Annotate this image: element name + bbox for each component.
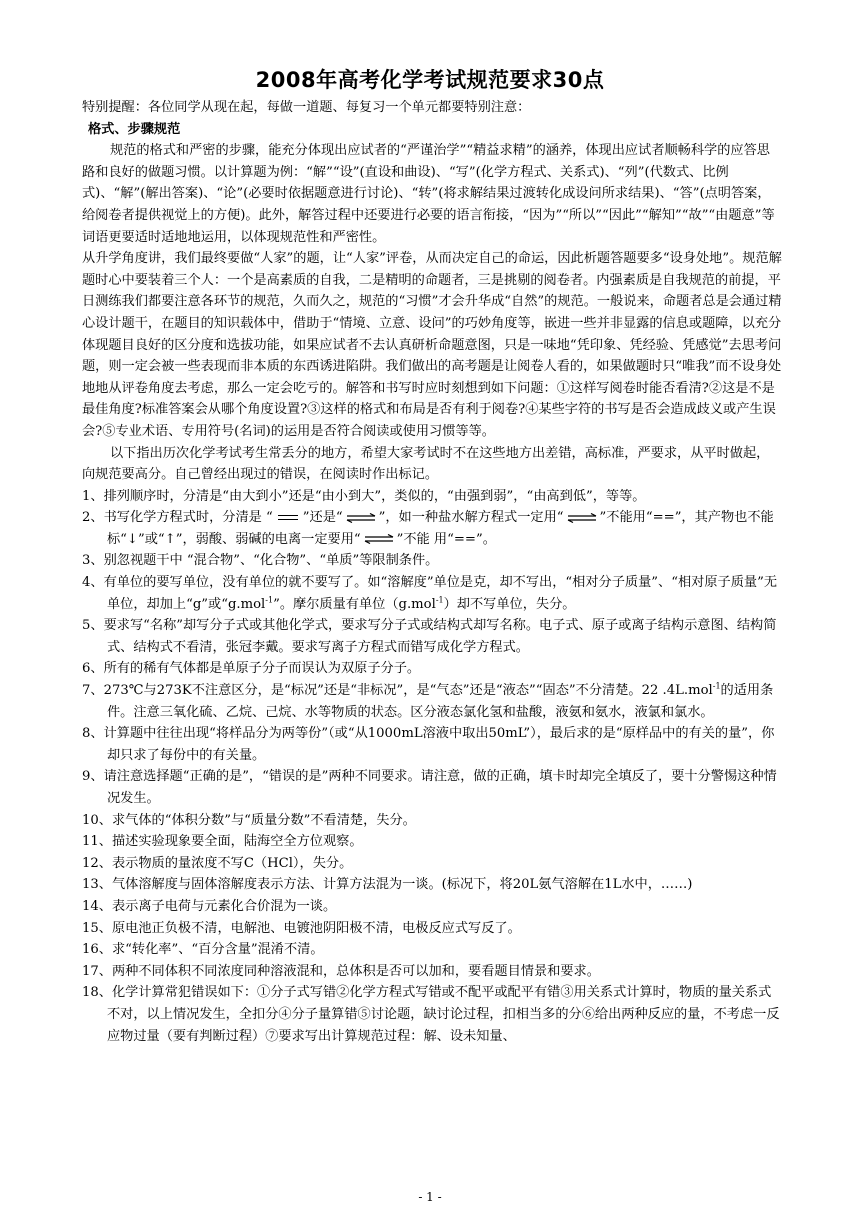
paragraph-format: 规范的格式和严密的步骤，能充分体现出应试者的“严谨治学”“精益求精”的涵养，体现出应试者顺畅科学的应答思路和良好的做题习惯。以计算题为例：“解”“设”(直设和曲设)、“写”(化学方程式、关系式)、“列”(代数式、比例式)、“解”(解出答案)、“论”(必要时依据题意进行讨论)、“转”(将求解结果过渡转化成设问所求结果)、“答”(点明答案，给阅卷者提供视觉上的方便)。此外，解答过程中还要进行必要的语言衔接，“因为”“所以”“因此”“解知”“故”“由题意”等词语更要适时适地地运用，以体现规范性和严密性。	[82, 143, 775, 245]
document-body	[82, 97, 782, 1047]
list-item-9: 9、请注意选择题“正确的是”，“错误的是”两种不同要求。请注意，做的正确，填卡时却完全填反了，要十分警惕这种情况发生。	[82, 769, 777, 806]
reversible-arrow-icon	[566, 513, 598, 523]
list-item-11: 11、描述实验现象要全面，陆海空全方位观察。	[82, 834, 363, 850]
list-item-10: 10、求气体的“体积分数”与“质量分数”不看清楚，失分。	[82, 812, 416, 828]
list-item-5: 5、要求写“名称”却写分子式或其他化学式，要求写分子式或结构式却写名称。电子式、原子或离子结构示意图、结构简式、结构式不看清，张冠李戴。要求写离子方程式而错写成化学方程式。	[82, 618, 777, 655]
list-item-8: 8、计算题中往往出现“将样品分为两等份”（或“从1000mL溶液中取出50mL”），最后求的是“原样品中的有关的量”，你却只求了每份中的有关量。	[82, 726, 775, 763]
paragraph-intro-list: 以下指出历次化学考试考生常丢分的地方，希望大家考试时不在这些地方出差错，高标准，严要求，从平时做起，向规范要高分。自己曾经出现过的错误，在阅读时作出标记。	[82, 445, 770, 483]
paragraph-perspective: 从升学角度讲，我们最终要做“人家”的题，让“人家”评卷，从而决定自己的命运，因此析题答题要多“设身处地”。规范解题时心中要装着三个人：一个是高素质的自我，二是精明的命题者，三是挑剔的阅卷者。内强素质是自我规范的前提，平日测练我们都要注意各环节的规范，久而久之，规范的“习惯”才会升华成“自然”的规范。一般说来，命题者总是会通过精心设计题干，在题目的知识载体中，借助于“情境、立意、设问”的巧妙角度等，嵌进一些并非显露的信息或题障，以充分体现题目良好的区分度和选拔功能，如果应试者不去认真研析命题意图，只是一味地“凭印象、凭经验、凭感觉”去思考问题，则一定会被一些表现而非本质的东西诱进陷阱。我们做出的高考题是让阅卷人看的，如果做题时只“唯我”而不设身处地地从评卷角度去考虑，那么一定会吃亏的。解答和书写时应时刻想到如下问题：①这样写阅卷时能否看清?②这是不是最佳角度?标准答案会从哪个角度设置?③这样的格式和布局是否有利于阅卷?④某些字符的书写是否会造成歧义或产生误会?⑤专业术语、专用符号(名词)的运用是否符合阅读或使用习惯等等。	[82, 251, 782, 439]
list-item-1: 1、排列顺序时，分清是“由大到小”还是“由小到大”，类似的，“由强到弱”，“由高到低”，等等。	[82, 488, 646, 504]
section-heading: 格式、步骤规范	[88, 121, 181, 137]
list-item-6: 6、所有的稀有气体都是单原子分子而误认为双原子分子。	[82, 661, 421, 677]
page-title: 2008年高考化学考试规范要求30点	[255, 68, 605, 92]
list-item-3: 3、别忽视题干中 “混合物”、“化合物”、“单质”等限制条件。	[82, 553, 439, 569]
list-item-7: 7、273℃与273K不注意区分，是“标况”还是“非标况”，是“气态”还是“液态”“固态”不分清楚。22 .4L.mol$^{-1}$的适用条件。注意三氧化硫、乙烷、己烷、水等物质的状态。区分液态氯化氢和盐酸，液氨和氨水，液氯和氯水。	[82, 681, 774, 720]
list-item-18: 18、化学计算常犯错误如下：①分子式写错②化学方程式写错或不配平或配平有错③用关系式计算时，物质的量关系式不对，以上情况发生，全扣分④分子量算错⑤讨论题，缺讨论过程，扣相当多的分⑥给出两种反应的量，不考虑一反应物过量（要有判断过程）⑦要求写出计算规范过程：解、设未知量、	[82, 985, 780, 1044]
reversible-arrow-icon	[363, 534, 395, 544]
list-item-14: 14、表示离子电荷与元素化合价混为一谈。	[82, 898, 337, 914]
list-item-17: 17、两种不同体积不同浓度同种溶液混和，总体积是否可以加和，要看题目情景和要求。	[82, 963, 600, 979]
list-item-15: 15、原电池正负极不清，电解池、电镀池阴阳极不清，电极反应式写反了。	[82, 920, 521, 936]
intro-note: 特别提醒：各位同学从现在起，每做一道题、每复习一个单元都要特别注意：	[82, 100, 531, 115]
reversible-arrow-icon	[345, 513, 377, 523]
list-item-16: 16、求“转化率”、“百分含量”混淆不清。	[82, 942, 324, 958]
page-number: - 1 -	[418, 1190, 442, 1204]
list-item-13: 13、气体溶解度与固体溶解度表示方法、计算方法混为一谈。(标况下，将20L氨气溶解在1L水中，……)	[82, 877, 693, 893]
list-item-2: 2、书写化学方程式时，分清是 “ ”还是“ ”，如一种盐水解方程式一定用“ ”不能用“==”，其产物也不能标“↓”或“↑”，弱酸、弱碱的电离一定要用“ ”不能 用“==”。	[82, 510, 774, 547]
list-item-12: 12、表示物质的量浓度不写C（HCl），失分。	[82, 855, 353, 871]
list-item-4: 4、有单位的要写单位，没有单位的就不要写了。如“溶解度”单位是克，却不写出，“相对分子质量”、“相对原子质量”无单位，却加上“g”或“g.mol$^{-1}$”。摩尔质量有单位（g.mol$^{-1}$）却不写单位，失分。	[82, 575, 778, 612]
double-equals-icon	[275, 514, 301, 522]
